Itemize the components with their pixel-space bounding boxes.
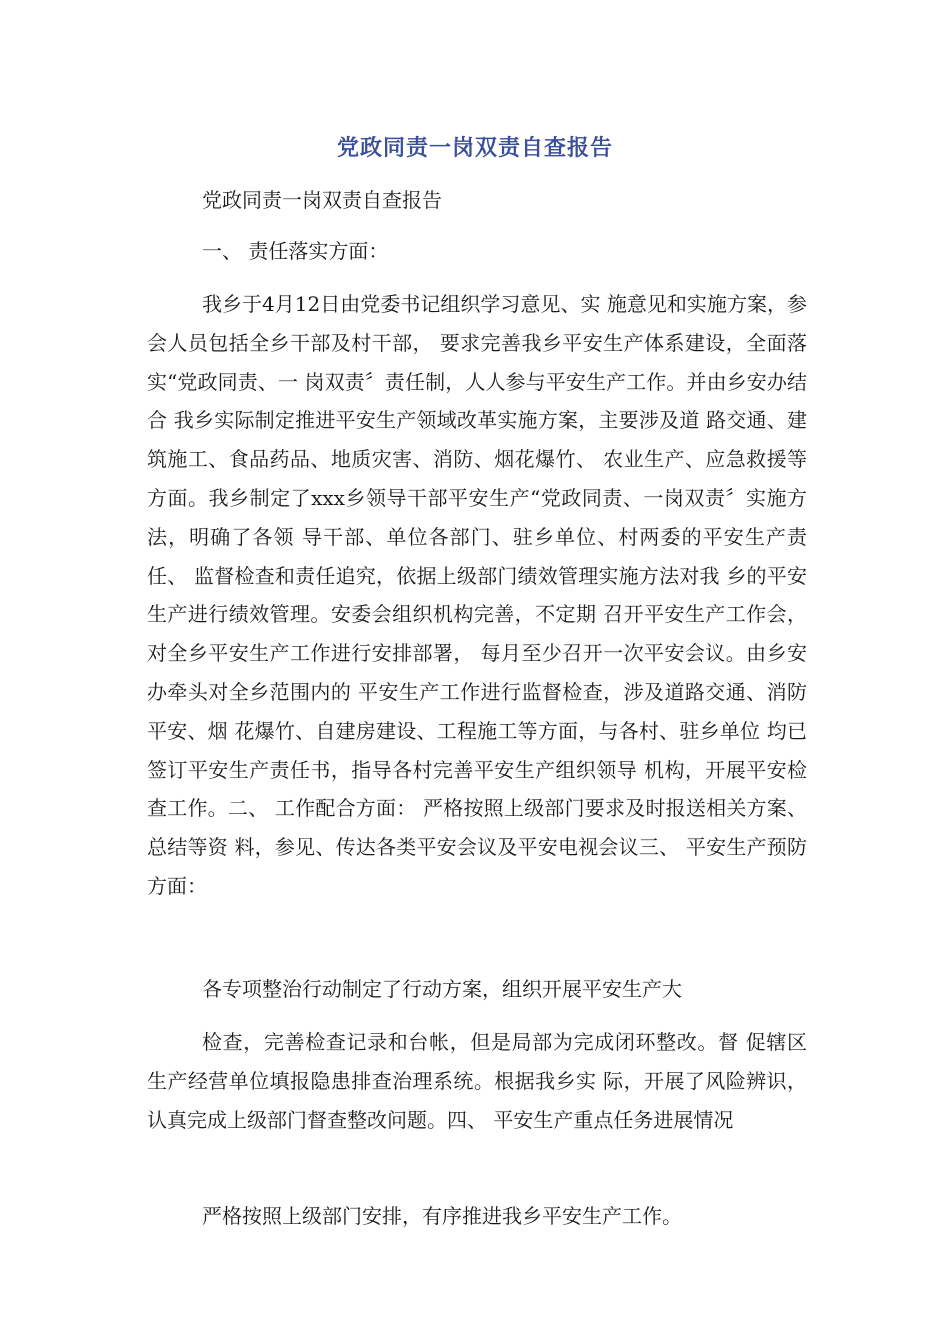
document-title: 党政同责一岗双责自查报告 (336, 136, 613, 161)
prevention-paragraph: 各专项整治行动制定了行动方案，组织开展平安生产大 (202, 977, 682, 1001)
check-paragraph: 检查，完善检查记录和台帐，但是局部为完成闭环整改。督 促辖区生产经营单位填报隐患排查治理系统。根据我乡实 际，开展了风险辨识，认真完成上级部门督查整改问题。四、 平安生产重点任务进展情况 (147, 1030, 807, 1132)
main-paragraph: 我乡于4月12日由党委书记组织学习意见、实 施意见和实施方案，参会人员包括全乡干部及村干部， 要求完善我乡平安生产体系建设，全面落实“党政同责、一 岗双责〞责任制，人人参与平安生产工作。并由乡安办结合 我乡实际制定推进平安生产领域改革实施方案，主要涉及道 路交通、建筑施工、食品药品、地质灾害、消防、烟花爆竹、 农业生产、应急救援等方面。我乡制定了xxx乡领导干部平安生产“党政同责、一岗双责〞实施方法，明确了各领 导干部、单位各部门、驻乡单位、村两委的平安生产责任、 监督检查和责任追究，依据上级部门绩效管理实施方法对我 乡的平安生产进行绩效管理。安委会组织机构完善，不定期 召开平安生产工作会，对全乡平安生产工作进行安排部署， 每月至少召开一次平安会议。由乡安办牵头对全乡范围内的 平安生产工作进行监督检查，涉及道路交通、消防平安、烟 花爆竹、自建房建设、工程施工等方面，与各村、驻乡单位 均已签订平安生产责任书，指导各村完善平安生产组织领导 机构，开展平安检查工作。二、 工作配合方面： 严格按照上级部门要求及时报送相关方案、总结等资 料，参见、传达各类平安会议及平安电视会议三、 平安生产预防方面： (147, 292, 807, 898)
section-one-heading: 一、 责任落实方面： (202, 239, 389, 263)
last-paragraph: 严格按照上级部门安排，有序推进我乡平安生产工作。 (202, 1204, 682, 1228)
document-subtitle: 党政同责一岗双责自查报告 (202, 188, 442, 212)
